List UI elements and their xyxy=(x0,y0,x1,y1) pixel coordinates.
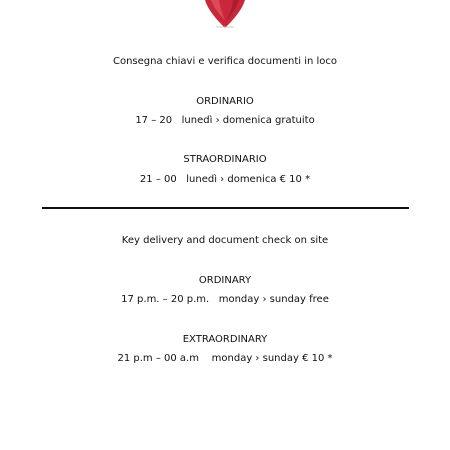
english-intro: Key delivery and document check on site xyxy=(121,235,329,246)
english-extraordinary-line: 21 p.m – 00 a.m monday › sunday € 10 * xyxy=(117,353,333,364)
section-divider xyxy=(42,207,409,209)
italian-extraordinary-title: STRAORDINARIO xyxy=(183,154,267,165)
english-extraordinary-title: EXTRAORDINARY xyxy=(182,334,268,345)
italian-extraordinary-line: 21 – 00 lunedì › domenica € 10 * xyxy=(139,174,311,185)
english-ordinary-title: ORDINARY xyxy=(198,275,252,286)
italian-ordinary-line: 17 – 20 lunedì › domenica gratuito xyxy=(135,115,315,126)
location-pin-logo-icon xyxy=(198,0,252,30)
english-ordinary-line: 17 p.m. – 20 p.m. monday › sunday free xyxy=(121,294,329,305)
italian-intro: Consegna chiavi e verifica documenti in loco xyxy=(112,56,338,67)
italian-ordinary-title: ORDINARIO xyxy=(196,96,254,107)
